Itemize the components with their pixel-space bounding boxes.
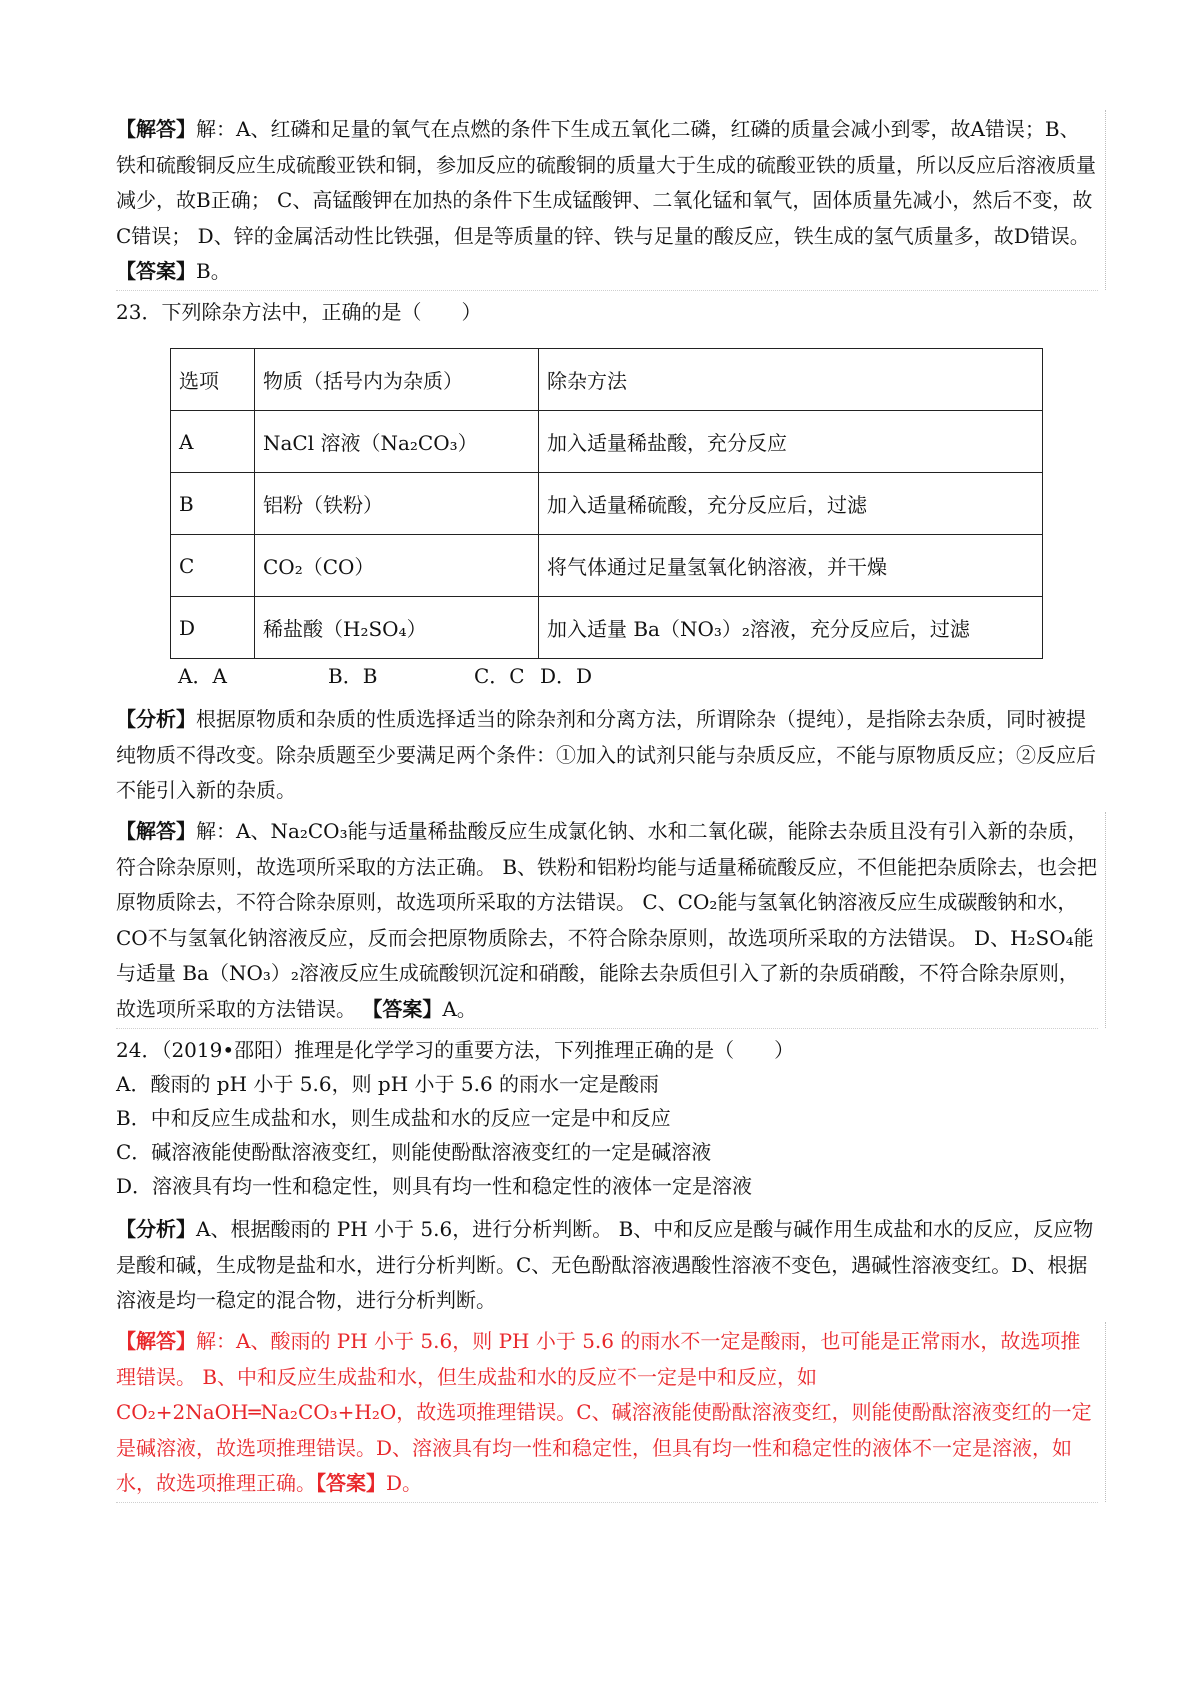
dotted-separator [116, 1502, 1098, 1503]
option-c: C．碱溶液能使酚酞溶液变红，则能使酚酞溶液变红的一定是碱溶液 [116, 1140, 712, 1164]
answer-tag: 【答案】 [116, 259, 196, 283]
solution-block-23 [116, 814, 1098, 1027]
margin-dotted-line [1105, 812, 1106, 1028]
choice-a: A．A [178, 664, 227, 688]
analysis-text: 根据原物质和杂质的性质选择适当的除杂剂和分离方法，所谓除杂（提纯），是指除去杂质，同时被提纯物质不得改变。除杂质题至少要满足两个条件：①加入的试剂只能与杂质反应，不能与原物质反应；②反应后不能引入新的杂质。 [116, 707, 1096, 802]
answer-choices [178, 660, 592, 689]
table-header-row [171, 349, 1043, 411]
option-cell: A [171, 411, 255, 473]
dotted-separator [116, 1028, 1098, 1029]
option-a: A．酸雨的 pH 小于 5.6，则 pH 小于 5.6 的雨水一定是酸雨 [116, 1072, 660, 1096]
choice-b: B．B [328, 664, 378, 688]
solution-tag: 【解答】 [116, 117, 196, 141]
margin-dotted-line [1105, 110, 1106, 290]
analysis-block-23 [116, 702, 1098, 809]
method-cell: 加入适量 Ba（NO₃）₂溶液，充分反应后，过滤 [539, 597, 1043, 659]
solution-text: 解：A、酸雨的 PH 小于 5.6，则 PH 小于 5.6 的雨水不一定是酸雨，也可能是正常雨水，故选项推理错误。 B、中和反应生成盐和水，但生成盐和水的反应不一定是中和反应，如 CO₂+2NaOH═Na₂CO₃+H₂O，故选项推理错误。C、碱溶液能使酚酞溶液变红，则能使酚酞溶液变红的一定是碱溶液，故选项推理错误。D、溶液具有均一性和稳定性，但具有均一性和稳定性的液体不一定是溶液，如水，故选项推理正确。 [116, 1329, 1092, 1495]
solution-tag: 【解答】 [116, 1329, 196, 1353]
table-header-cell: 除杂方法 [539, 349, 1043, 411]
choice-c: C．C [474, 664, 525, 688]
option-b: B．中和反应生成盐和水，则生成盐和水的反应一定是中和反应 [116, 1106, 671, 1130]
question-23-stem: 23．下列除杂方法中，正确的是（ ） [116, 300, 482, 324]
analysis-tag: 【分析】 [116, 1217, 196, 1241]
option-d: D．溶液具有均一性和稳定性，则具有均一性和稳定性的液体一定是溶液 [116, 1174, 753, 1198]
substance-cell: CO₂（CO） [255, 535, 539, 597]
table-header-cell: 物质（括号内为杂质） [255, 349, 539, 411]
solution-text: 解：A、Na₂CO₃能与适量稀盐酸反应生成氯化钠、水和二氧化碳，能除去杂质且没有引入新的杂质，符合除杂原则，故选项所采取的方法正确。 B、铁粉和铝粉均能与适量稀硫酸反应，不但能把杂质除去，也会把原物质除去，不符合除杂原则，故选项所采取的方法错误。 C、CO₂能与氢氧化钠溶液反应生成碳酸钠和水，CO不与氢氧化钠溶液反应，反而会把原物质除去，不符合除杂原则，故选项所采取的方法错误。 D、H₂SO₄能与适量 Ba（NO₃）₂溶液反应生成硫酸钡沉淀和硝酸，能除去杂质但引入了新的杂质硝酸，不符合除杂原则，故选项所采取的方法错误。 [116, 819, 1098, 1021]
answer-tag: 【答案】 [316, 1471, 386, 1495]
option-cell: D [171, 597, 255, 659]
solution-block-24 [116, 1324, 1098, 1502]
substance-cell: 铝粉（铁粉） [255, 473, 539, 535]
table-row [171, 535, 1043, 597]
question-24-stem: 24．（2019•邵阳）推理是化学学习的重要方法，下列推理正确的是（ ） [116, 1038, 795, 1062]
solution-text: 解：A、红磷和足量的氧气在点燃的条件下生成五氧化二磷，红磷的质量会减小到零，故A错误；B、铁和硫酸铜反应生成硫酸亚铁和铜，参加反应的硫酸铜的质量大于生成的硫酸亚铁的质量，所以反应后溶液质量减少，故B正确； C、高锰酸钾在加热的条件下生成锰酸钾、二氧化锰和氧气，固体质量先减小，然后不变，故C错误； D、锌的金属活动性比铁强，但是等质量的锌、铁与足量的酸反应，铁生成的氢气质量多，故D错误。 [116, 117, 1096, 248]
analysis-tag: 【分析】 [116, 707, 196, 731]
method-cell: 加入适量稀硫酸，充分反应后，过滤 [539, 473, 1043, 535]
table-row [171, 411, 1043, 473]
answer-text: B。 [196, 259, 231, 283]
table-row [171, 597, 1043, 659]
options-table [170, 348, 1043, 659]
analysis-text: A、根据酸雨的 PH 小于 5.6，进行分析判断。 B、中和反应是酸与碱作用生成盐和水的反应，反应物是酸和碱，生成物是盐和水，进行分析判断。C、无色酚酞溶液遇酸性溶液不变色，遇碱性溶液变红。D、根据溶液是均一稳定的混合物，进行分析判断。 [116, 1217, 1094, 1312]
analysis-block-24 [116, 1212, 1098, 1319]
method-cell: 将气体通过足量氢氧化钠溶液，并干燥 [539, 535, 1043, 597]
dotted-separator [116, 290, 1098, 291]
choice-d: D．D [540, 664, 593, 688]
answer-tag: 【答案】 [362, 996, 443, 1021]
table-header-cell: 选项 [171, 349, 255, 411]
answer-text: A。 [442, 996, 477, 1021]
solution-tag: 【解答】 [116, 819, 196, 843]
substance-cell: NaCl 溶液（Na₂CO₃） [255, 411, 539, 473]
answer-text: D。 [386, 1471, 423, 1495]
solution-block-22 [116, 112, 1098, 290]
option-cell: B [171, 473, 255, 535]
table-row [171, 473, 1043, 535]
margin-dotted-line [1105, 1322, 1106, 1502]
substance-cell: 稀盐酸（H₂SO₄） [255, 597, 539, 659]
option-cell: C [171, 535, 255, 597]
method-cell: 加入适量稀盐酸，充分反应 [539, 411, 1043, 473]
